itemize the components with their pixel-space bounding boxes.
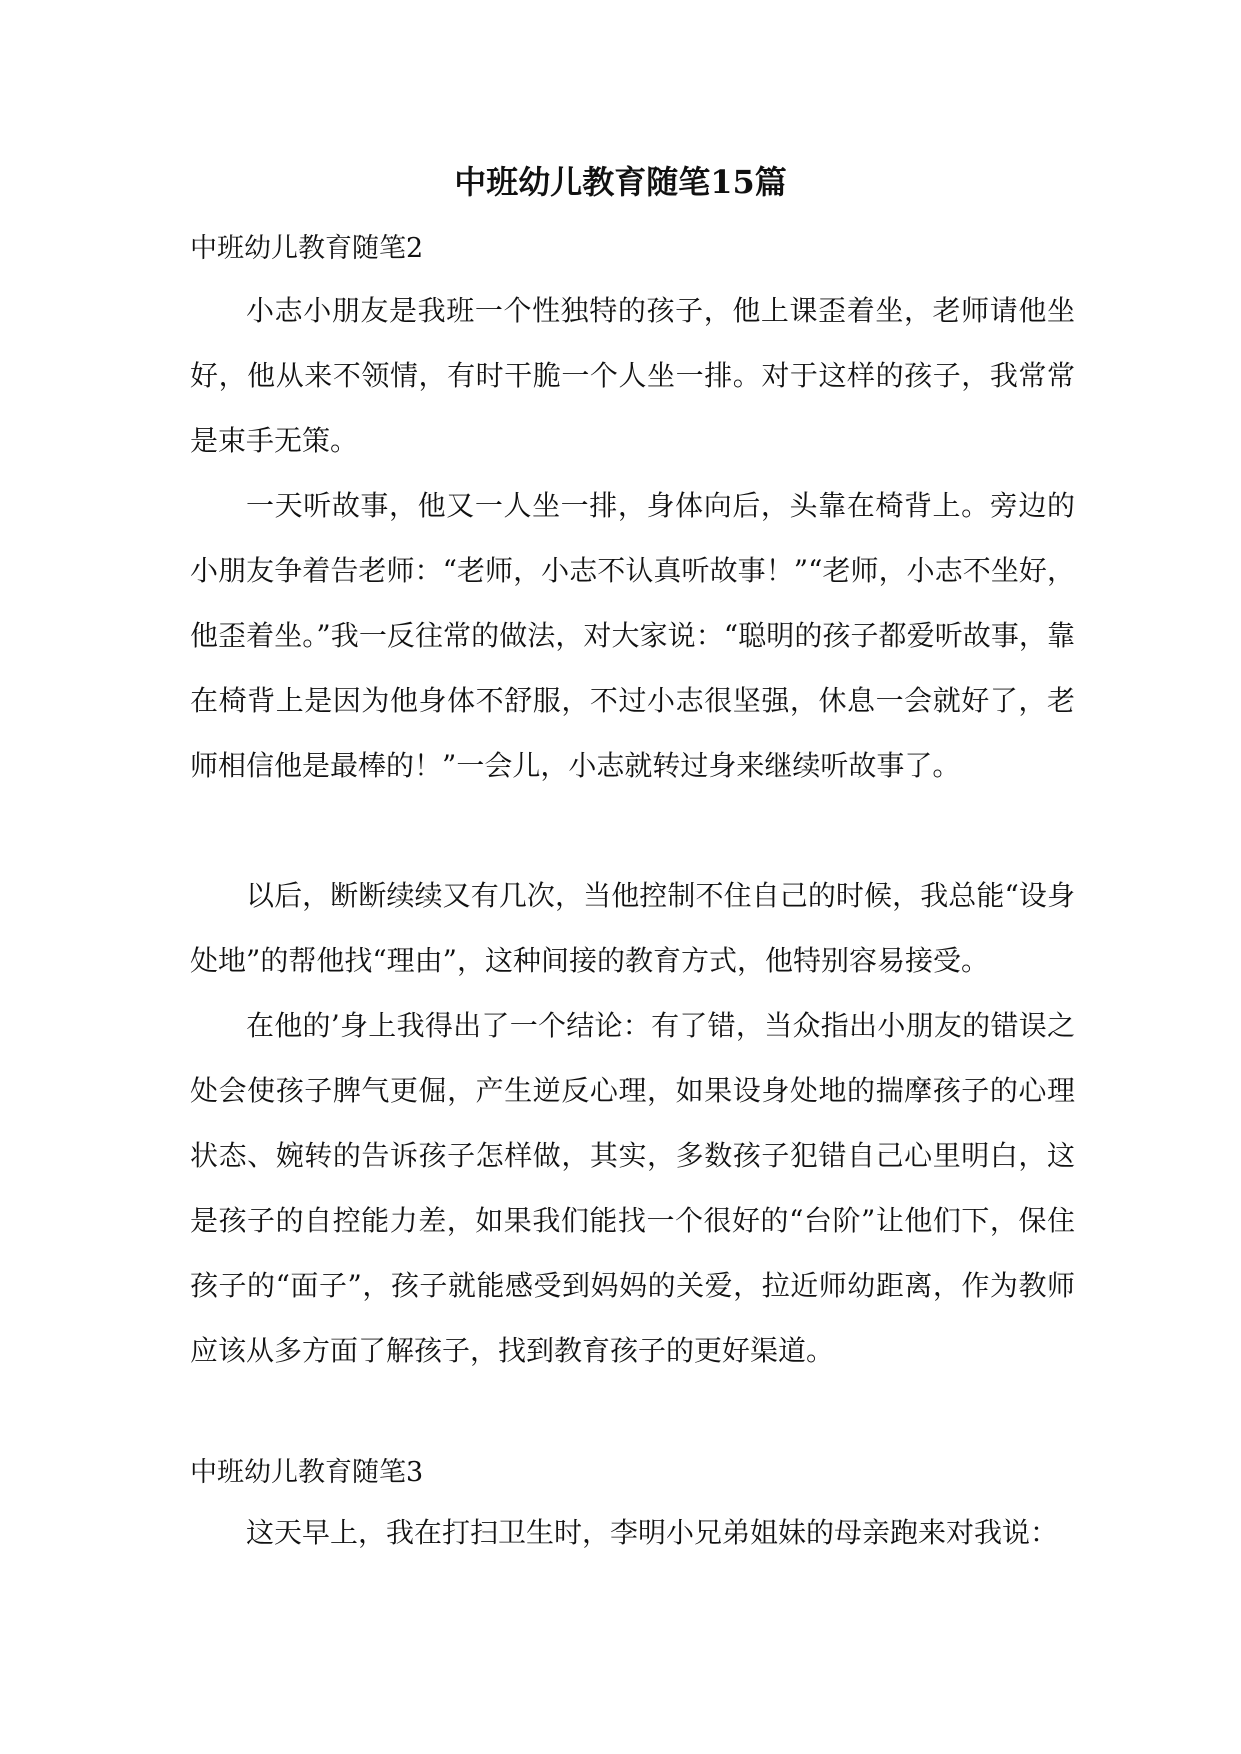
- section-heading-2: 中班幼儿教育随笔2: [190, 233, 424, 264]
- section-heading-3: 中班幼儿教育随笔3: [190, 1457, 424, 1488]
- paragraph: 小志小朋友是我班一个性独特的孩子，他上课歪着坐，老师请他坐好，他从来不领情，有时干脆一个人坐一排。对于这样的孩子，我常常是束手无策。: [190, 294, 1075, 457]
- paragraph: 一天听故事，他又一人坐一排，身体向后，头靠在椅背上。旁边的小朋友争着告老师：“老师，小志不认真听故事！”“老师，小志不坐好，他歪着坐。”我一反往常的做法，对大家说：“聪明的孩子都爱听故事，靠在椅背上是因为他身体不舒服，不过小志很坚强，休息一会就好了，老师相信他是最棒的！”一会儿，小志就转过身来继续听故事了。: [190, 489, 1075, 782]
- paragraph: 以后，断断续续又有几次，当他控制不住自己的时候，我总能“设身处地”的帮他找“理由”，这种间接的教育方式，他特别容易接受。: [190, 879, 1075, 977]
- paragraph: 这天早上，我在打扫卫生时，李明小兄弟姐妹的母亲跑来对我说：: [246, 1516, 1059, 1549]
- document-title: 中班幼儿教育随笔15篇: [454, 163, 787, 201]
- paragraph: 在他的’身上我得出了一个结论：有了错，当众指出小朋友的错误之处会使孩子脾气更倔，产生逆反心理，如果设身处地的揣摩孩子的心理状态、婉转的告诉孩子怎样做，其实，多数孩子犯错自己心里明白，这是孩子的自控能力差，如果我们能找一个很好的“台阶”让他们下，保住孩子的“面子”，孩子就能感受到妈妈的关爱，拉近师幼距离，作为教师应该从多方面了解孩子，找到教育孩子的更好渠道。: [190, 1009, 1075, 1367]
